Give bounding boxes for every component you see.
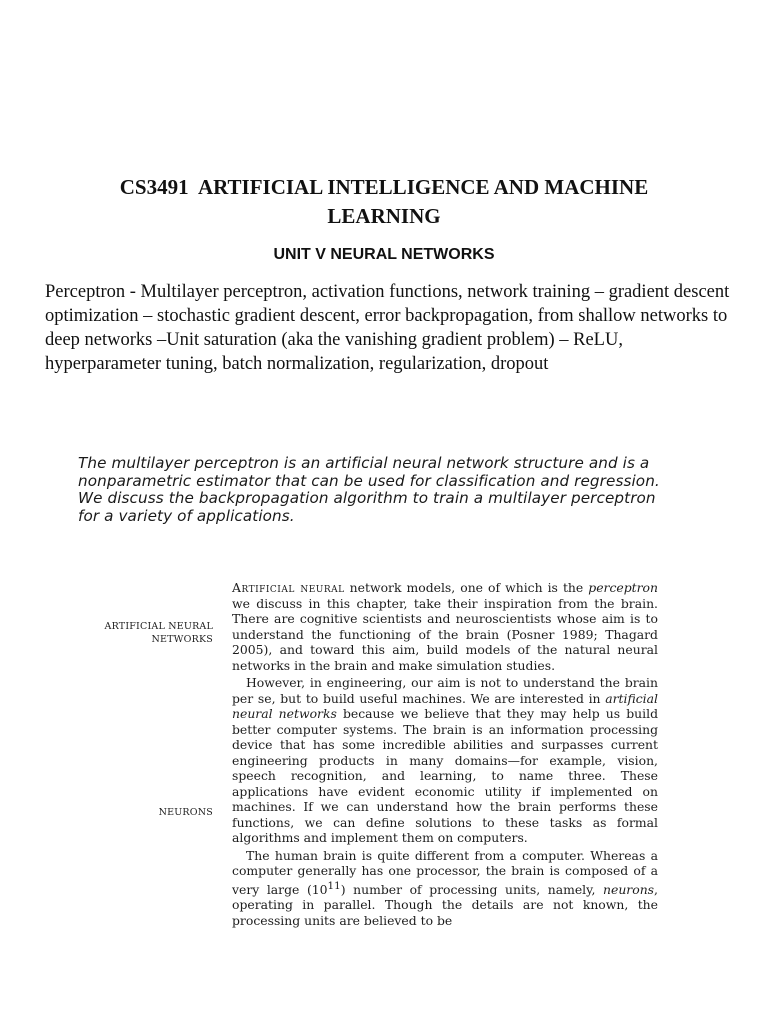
title-line-2: LEARNING <box>327 204 441 228</box>
lead-in: Artificial neural <box>232 580 345 595</box>
paragraph-1 <box>232 580 658 673</box>
margin-note-artificial-neural-networks <box>105 620 213 646</box>
text-run: The human brain is quite different from a computer. Whereas a computer generally has one processor, the brain is composed of a very large (10 <box>232 847 658 897</box>
title-line-1: CS3491 ARTIFICIAL INTELLIGENCE AND MACHINE <box>119 175 649 199</box>
margin-note-neurons: NEURONS <box>158 807 213 818</box>
text-run: network models, one of which is the <box>344 580 589 595</box>
text-run: we discuss in this chapter, take their inspiration from the brain. There are cognitive scientists and neuroscientists whose aim is to understand the functioning of the brain (Posner 1989; Thagard 2005), and toward this aim, build models of the natural neural networks in the brain and make simulation studies. <box>232 595 658 673</box>
emphasis: perceptron <box>588 580 658 595</box>
text-run: ) number of processing units, namely, <box>340 881 604 897</box>
document-title <box>60 173 708 231</box>
text-run: However, in engineering, our aim is not to understand the brain per se, but to build useful machines. We are interested in <box>232 675 658 706</box>
syllabus-text: Perceptron - Multilayer perceptron, activation functions, network training – gradient descent optimization – stochastic gradient descent, error backpropagation, from shallow networks to deep networks –Unit saturation (aka the vanishing gradient problem) – ReLU, hyperparameter tuning, batch normalization, regularization, dropout <box>45 282 730 374</box>
emphasis: neurons <box>603 881 655 897</box>
margin-note-line: ARTIFICIAL NEURAL <box>104 621 213 632</box>
margin-note-line: NETWORKS <box>151 634 213 645</box>
body-text <box>232 580 658 930</box>
chapter-abstract: The multilayer perceptron is an artificial neural network structure and is a nonparametric estimator that can be used for classification and regression. We discuss the backpropagation algorithm to train a multilayer perceptron for a variety of applications. <box>78 454 660 525</box>
paragraph-2 <box>232 675 658 846</box>
superscript: 11 <box>327 879 341 892</box>
paragraph-3 <box>232 848 658 929</box>
emphasis: artificial neural networks <box>232 690 658 721</box>
text-run: , operating in parallel. Though the details are not known, the processing units are believed to be <box>232 881 658 928</box>
text-run: because we believe that they may help us build better computer systems. The brain is an information processing device that has some incredible abilities and surpasses current engineering products in many domains—for example, vision, speech recognition, and learning, to name three. These applications have evident economic utility if implemented on machines. If we can understand how the brain performs these functions, we can define solutions to these tasks as formal algorithms and implement them on computers. <box>232 706 659 845</box>
unit-heading: UNIT V NEURAL NETWORKS <box>273 246 495 263</box>
